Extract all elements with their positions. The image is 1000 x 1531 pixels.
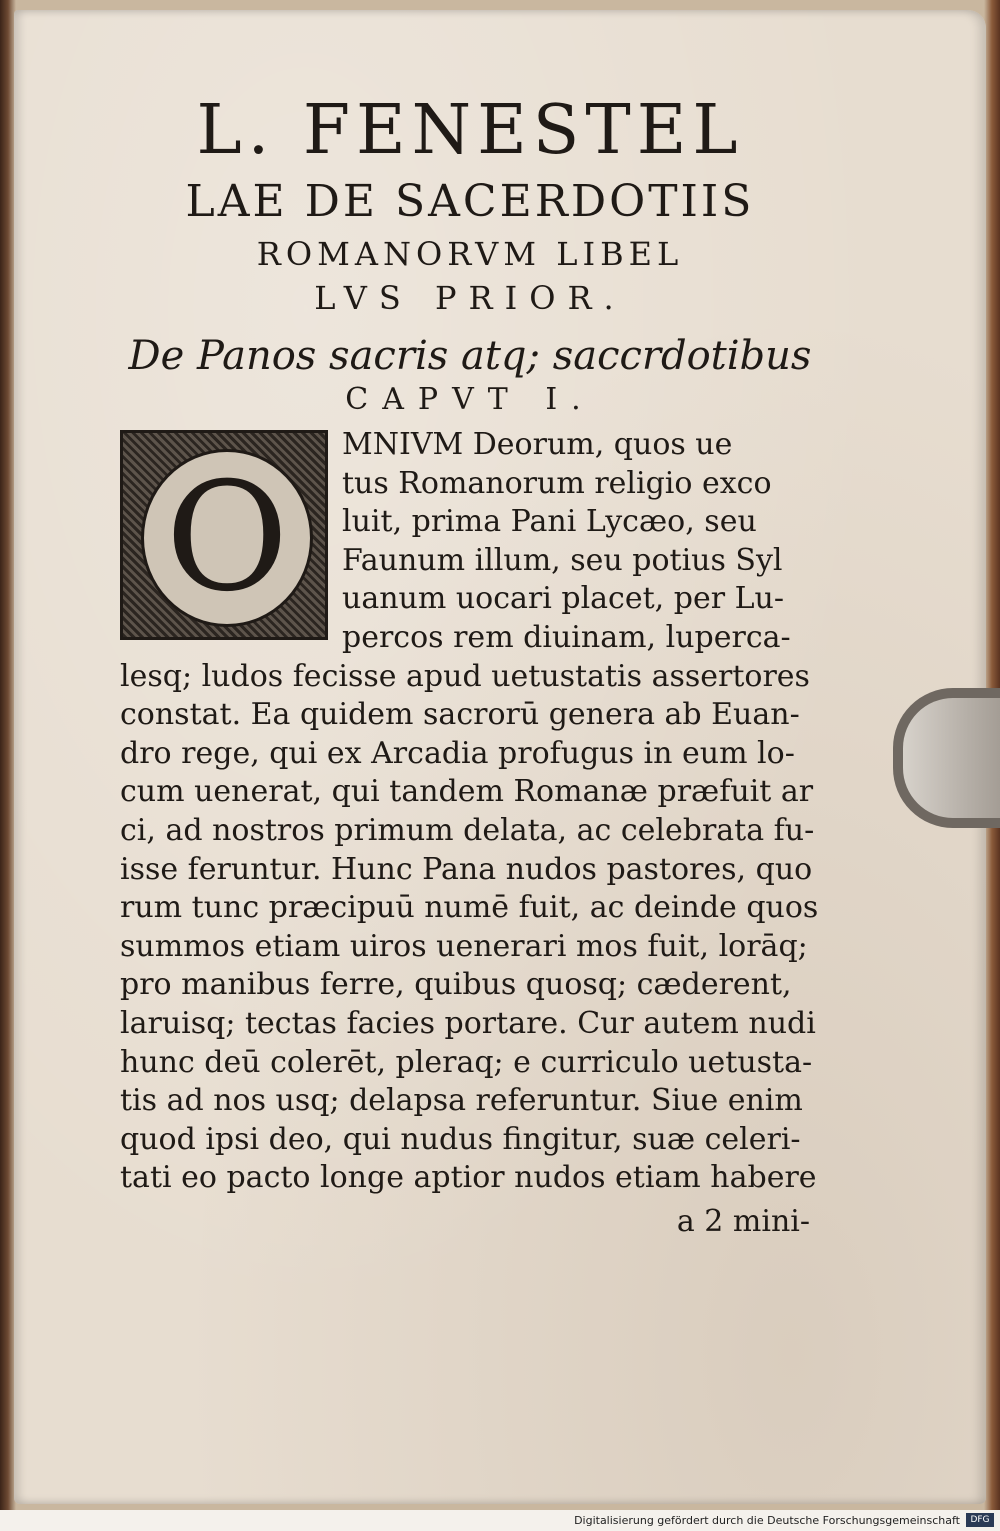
body-line: quod ipsi deo, qui nudus fingitur, suæ celeri- [120, 1121, 801, 1157]
title-line-2: LAE DE SACERDOTIIS [185, 176, 755, 227]
catchword: a 2 mini- [676, 1203, 810, 1239]
page-text [120, 90, 820, 1242]
funding-notice: Digitalisierung gefördert durch die Deutsche Forschungsgemeinschaft [574, 1514, 960, 1527]
initial-letter: O [165, 451, 289, 625]
body-line: tus Romanorum religio exco [342, 465, 772, 501]
decorated-initial [120, 430, 328, 640]
footer-bar [0, 1510, 1000, 1531]
body-line: lesq; ludos fecisse apud uetustatis assertores [120, 658, 810, 694]
body-line: hunc deū colerēt, pleraq; e curriculo uetusta- [120, 1044, 813, 1080]
title-line-4: LVS PRIOR. [314, 279, 626, 317]
body-line: uanum uocari placet, per Lu- [342, 581, 784, 617]
chapter-number: CAPVT I. [345, 382, 595, 417]
body-line: laruisq; tectas facies portare. Cur autem nudi [120, 1005, 816, 1041]
body-line: tati eo pacto longe aptior nudos etiam habere [120, 1160, 817, 1196]
body-line: percos rem diuinam, luperca- [342, 619, 791, 655]
body-line: isse feruntur. Hunc Pana nudos pastores, quo [120, 851, 813, 887]
body-line: cum uenerat, qui tandem Romanæ præfuit ar [120, 774, 814, 810]
body-line: constat. Ea quidem sacrorū genera ab Euan- [120, 697, 800, 733]
body-line: tis ad nos usq; delapsa referuntur. Siue enim [120, 1083, 803, 1119]
chapter-subtitle: De Panos sacris atq; saccrdotibus [128, 333, 812, 379]
dfg-logo: DFG [966, 1513, 994, 1527]
body-line: luit, prima Pani Lycæo, seu [342, 504, 757, 540]
book-clasp [893, 688, 1000, 828]
body-line: Faunum illum, seu potius Syl [342, 542, 783, 578]
title-line-3: ROMANORVM LIBEL [256, 235, 684, 273]
body-line: rum tunc præcipuū numē fuit, ac deinde quos [120, 890, 819, 926]
body-text [120, 426, 820, 1242]
body-line: ci, ad nostros primum delata, ac celebrata fu- [120, 812, 815, 848]
initial-medallion [141, 449, 313, 627]
body-line: MNIVM Deorum, quos ue [342, 427, 733, 462]
body-line: dro rege, qui ex Arcadia profugus in eum lo- [120, 735, 795, 771]
title-line-1: L. FENESTEL [196, 91, 744, 170]
body-line: summos etiam uiros uenerari mos fuit, lorāq; [120, 928, 808, 964]
body-line: pro manibus ferre, quibus quosq; cæderent, [120, 967, 792, 1003]
